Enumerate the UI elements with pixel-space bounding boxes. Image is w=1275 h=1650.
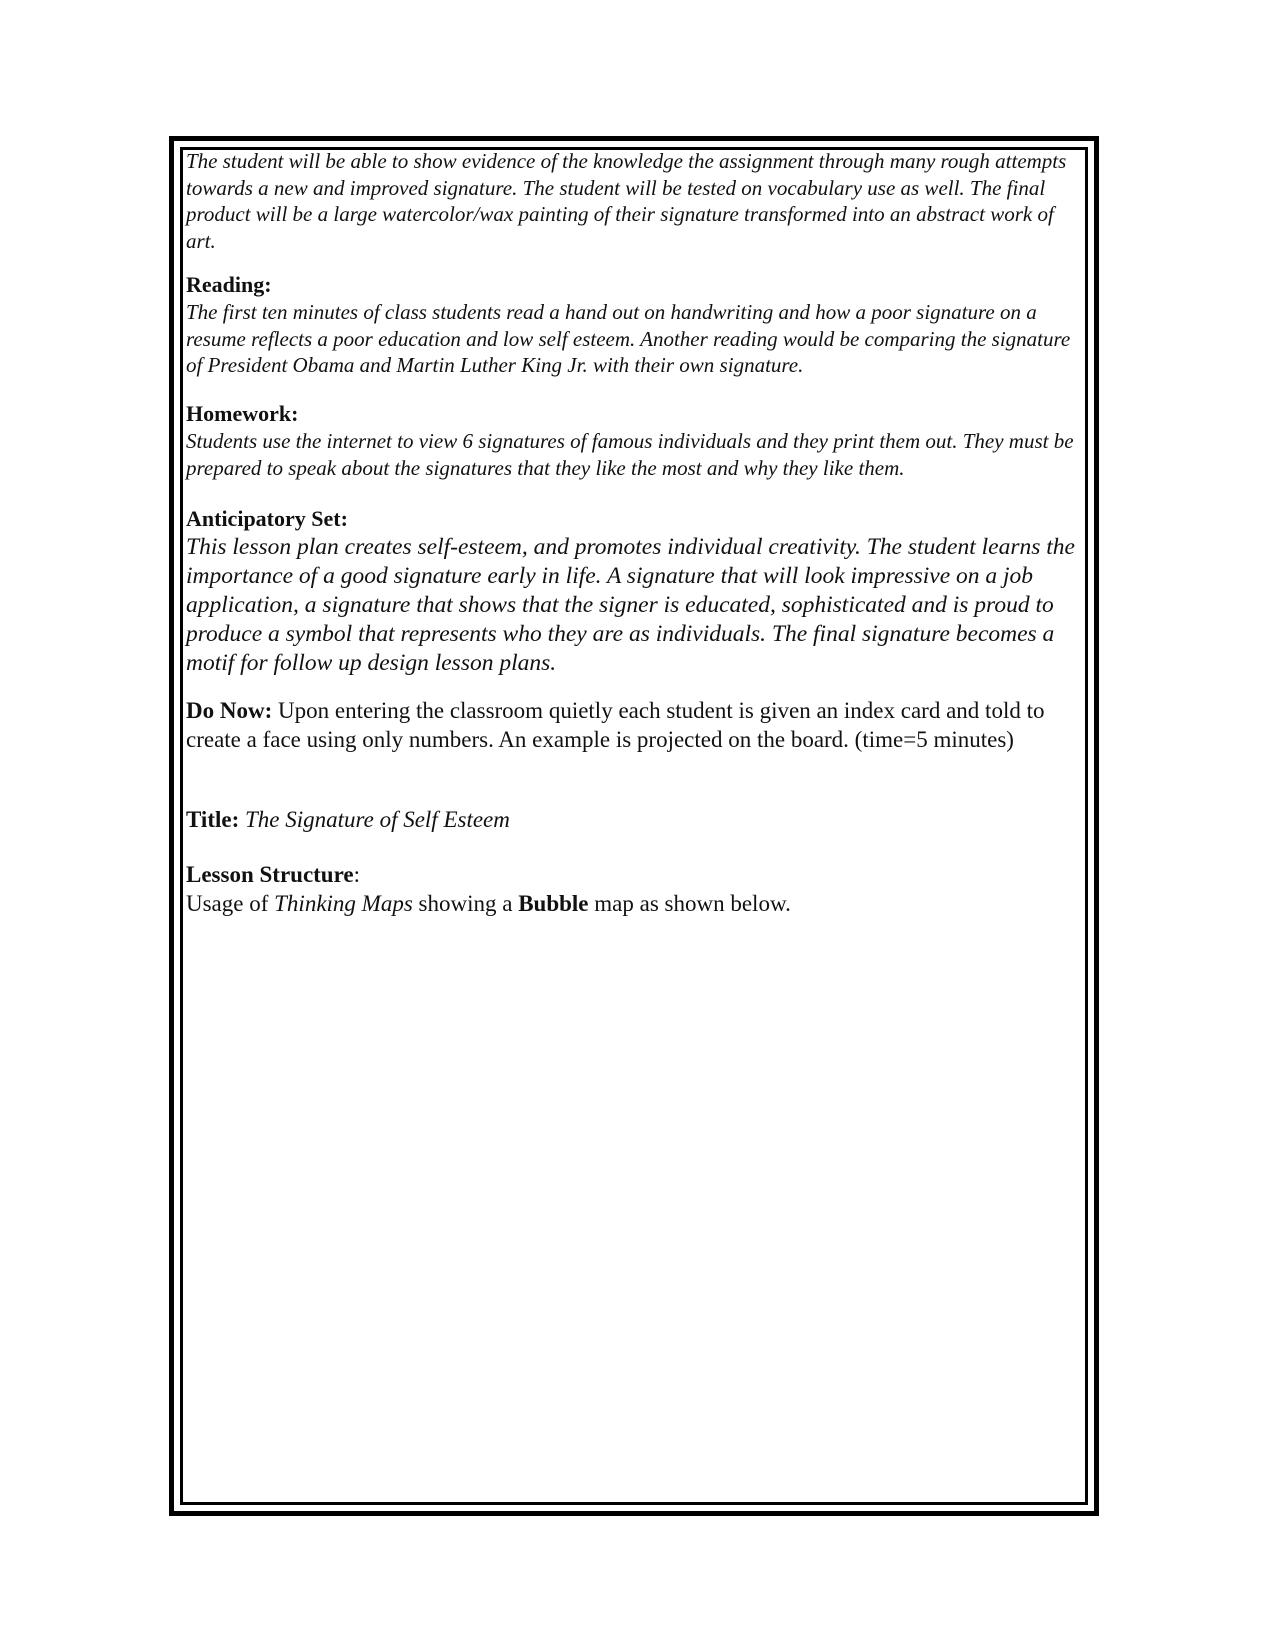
homework-section — [186, 400, 1086, 481]
lesson-structure-section — [186, 860, 1086, 918]
do-now-paragraph — [186, 696, 1086, 754]
reading-text: The first ten minutes of class students read a hand out on handwriting and how a poor signature on a resume reflects a poor education and low self esteem. Another reading would be comparing the signature of President Obama and Martin Luther King Jr. with their own signature. — [186, 300, 1071, 377]
title-paragraph — [186, 805, 1086, 834]
lesson-structure-heading: Lesson Structure — [186, 862, 354, 887]
lesson-structure-heading-line — [186, 860, 1086, 889]
reading-heading: Reading: — [186, 272, 272, 297]
title-section — [186, 805, 1086, 834]
homework-text: Students use the internet to view 6 signatures of famous individuals and they print them out. They must be prepared to speak about the signatures that they like the most and why they like them. — [186, 429, 1074, 480]
assessment-section — [186, 148, 1086, 254]
lesson-structure-suffix: map as shown below. — [588, 891, 791, 916]
lesson-structure-text — [186, 889, 1086, 918]
reading-section — [186, 271, 1086, 379]
thinking-maps-text: Thinking Maps — [274, 891, 413, 916]
do-now-label: Do Now: — [186, 698, 273, 723]
bubble-text: Bubble — [518, 891, 589, 916]
lesson-structure-prefix: Usage of — [186, 891, 275, 916]
do-now-section — [186, 696, 1086, 754]
anticipatory-set-text: This lesson plan creates self-esteem, and promotes individual creativity. The student learns the importance of a good signature early in life. A signature that will look impressive on a job application, a signature that shows that the signer is educated, sophisticated and is proud to produce a symbol that represents who they are as individuals. The final signature becomes a motif for follow up design lesson plans. — [186, 534, 1075, 676]
title-label: Title: — [186, 807, 240, 832]
assessment-text: The student will be able to show evidence of the knowledge the assignment through many rough attempts towards a new and improved signature. The student will be tested on vocabulary use as well. The final product will be a large watercolor/wax painting of their signature transformed into an abstract work of art. — [186, 149, 1067, 253]
lesson-structure-colon: : — [353, 862, 360, 887]
title-value: The Signature of Self Esteem — [244, 807, 510, 832]
anticipatory-set-heading: Anticipatory Set: — [186, 506, 348, 531]
homework-heading: Homework: — [186, 401, 299, 426]
do-now-text: Upon entering the classroom quietly each student is given an index card and told to create a face using only numbers. An example is projected on the board. (time=5 minutes) — [186, 698, 1045, 752]
anticipatory-set-section — [186, 505, 1086, 678]
lesson-structure-middle: showing a — [412, 891, 519, 916]
